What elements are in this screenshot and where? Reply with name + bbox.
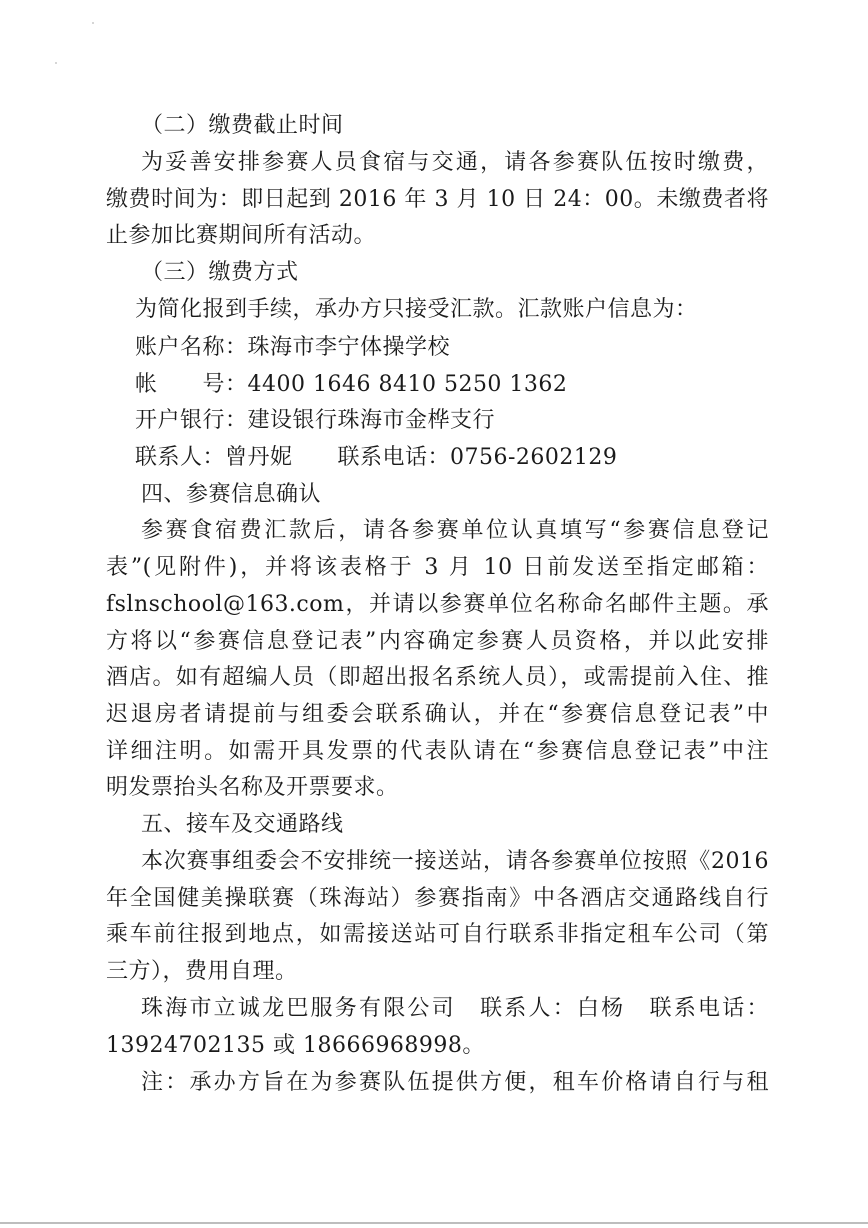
paragraph-line: 酒店。如有超编人员（即超出报名系统人员），或需提前入住、推: [106, 665, 769, 690]
paragraph-line: 年全国健美操联赛（珠海站）参赛指南》中各酒店交通路线自行: [106, 886, 769, 911]
note-line: 注：承办方旨在为参赛队伍提供方便，租车价格请自行与租: [141, 1070, 769, 1095]
car-company-line: 珠海市立诚龙巴服务有限公司 联系人：白杨 联系电话：: [141, 996, 769, 1021]
paragraph-line: 乘车前往报到地点，如需接送站可自行联系非指定租车公司（第: [106, 922, 769, 947]
paragraph-line: 迟退房者请提前与组委会联系确认，并在“参赛信息登记表”中: [106, 702, 769, 727]
scan-speck: [92, 22, 94, 24]
paragraph-line: fslnschool@163.com，并请以参赛单位名称命名邮件主题。承: [106, 592, 769, 617]
paragraph-line: 详细注明。如需开具发票的代表队请在“参赛信息登记表”中注: [106, 739, 769, 764]
scan-speck: [55, 62, 57, 64]
heading-payment-deadline: （二）缴费截止时间: [141, 113, 344, 138]
bank-line: 开户银行：建设银行珠海市金桦支行: [135, 408, 496, 433]
page-bottom-edge: [0, 1222, 868, 1224]
heading-info-confirm: 四、参赛信息确认: [141, 482, 322, 507]
paragraph-line: 三方），费用自理。: [106, 959, 298, 984]
account-name-line: 账户名称：珠海市李宁体操学校: [135, 335, 451, 360]
paragraph-line: 表”(见附件)，并将该表格于 3 月 10 日前发送至指定邮箱：: [106, 555, 769, 580]
account-number-line: 帐 号：4400 1646 8410 5250 1362: [135, 372, 568, 397]
paragraph-line: 本次赛事组委会不安排统一接送站，请各参赛单位按照《2016: [141, 849, 769, 874]
heading-transport: 五、接车及交通路线: [141, 812, 344, 837]
paragraph-line: 为妥善安排参赛人员食宿与交通，请各参赛队伍按时缴费，: [141, 150, 769, 175]
paragraph-line: 参赛食宿费汇款后，请各参赛单位认真填写“参赛信息登记: [141, 518, 769, 543]
paragraph-line: 方将以“参赛信息登记表”内容确定参赛人员资格，并以此安排: [106, 629, 769, 654]
paragraph-line: 缴费时间为：即日起到 2016 年 3 月 10 日 24：00。未缴费者将: [106, 187, 769, 212]
paragraph-line: 明发票抬头名称及开票要求。: [106, 775, 399, 800]
heading-payment-method: （三）缴费方式: [141, 260, 299, 285]
paragraph-line: 为简化报到手续，承办方只接受汇款。汇款账户信息为：: [135, 297, 698, 322]
car-company-phone-line: 13924702135 或 18666968998。: [106, 1033, 485, 1058]
paragraph-line: 止参加比赛期间所有活动。: [106, 223, 377, 248]
contact-line: 联系人：曾丹妮 联系电话：0756-2602129: [135, 445, 618, 470]
